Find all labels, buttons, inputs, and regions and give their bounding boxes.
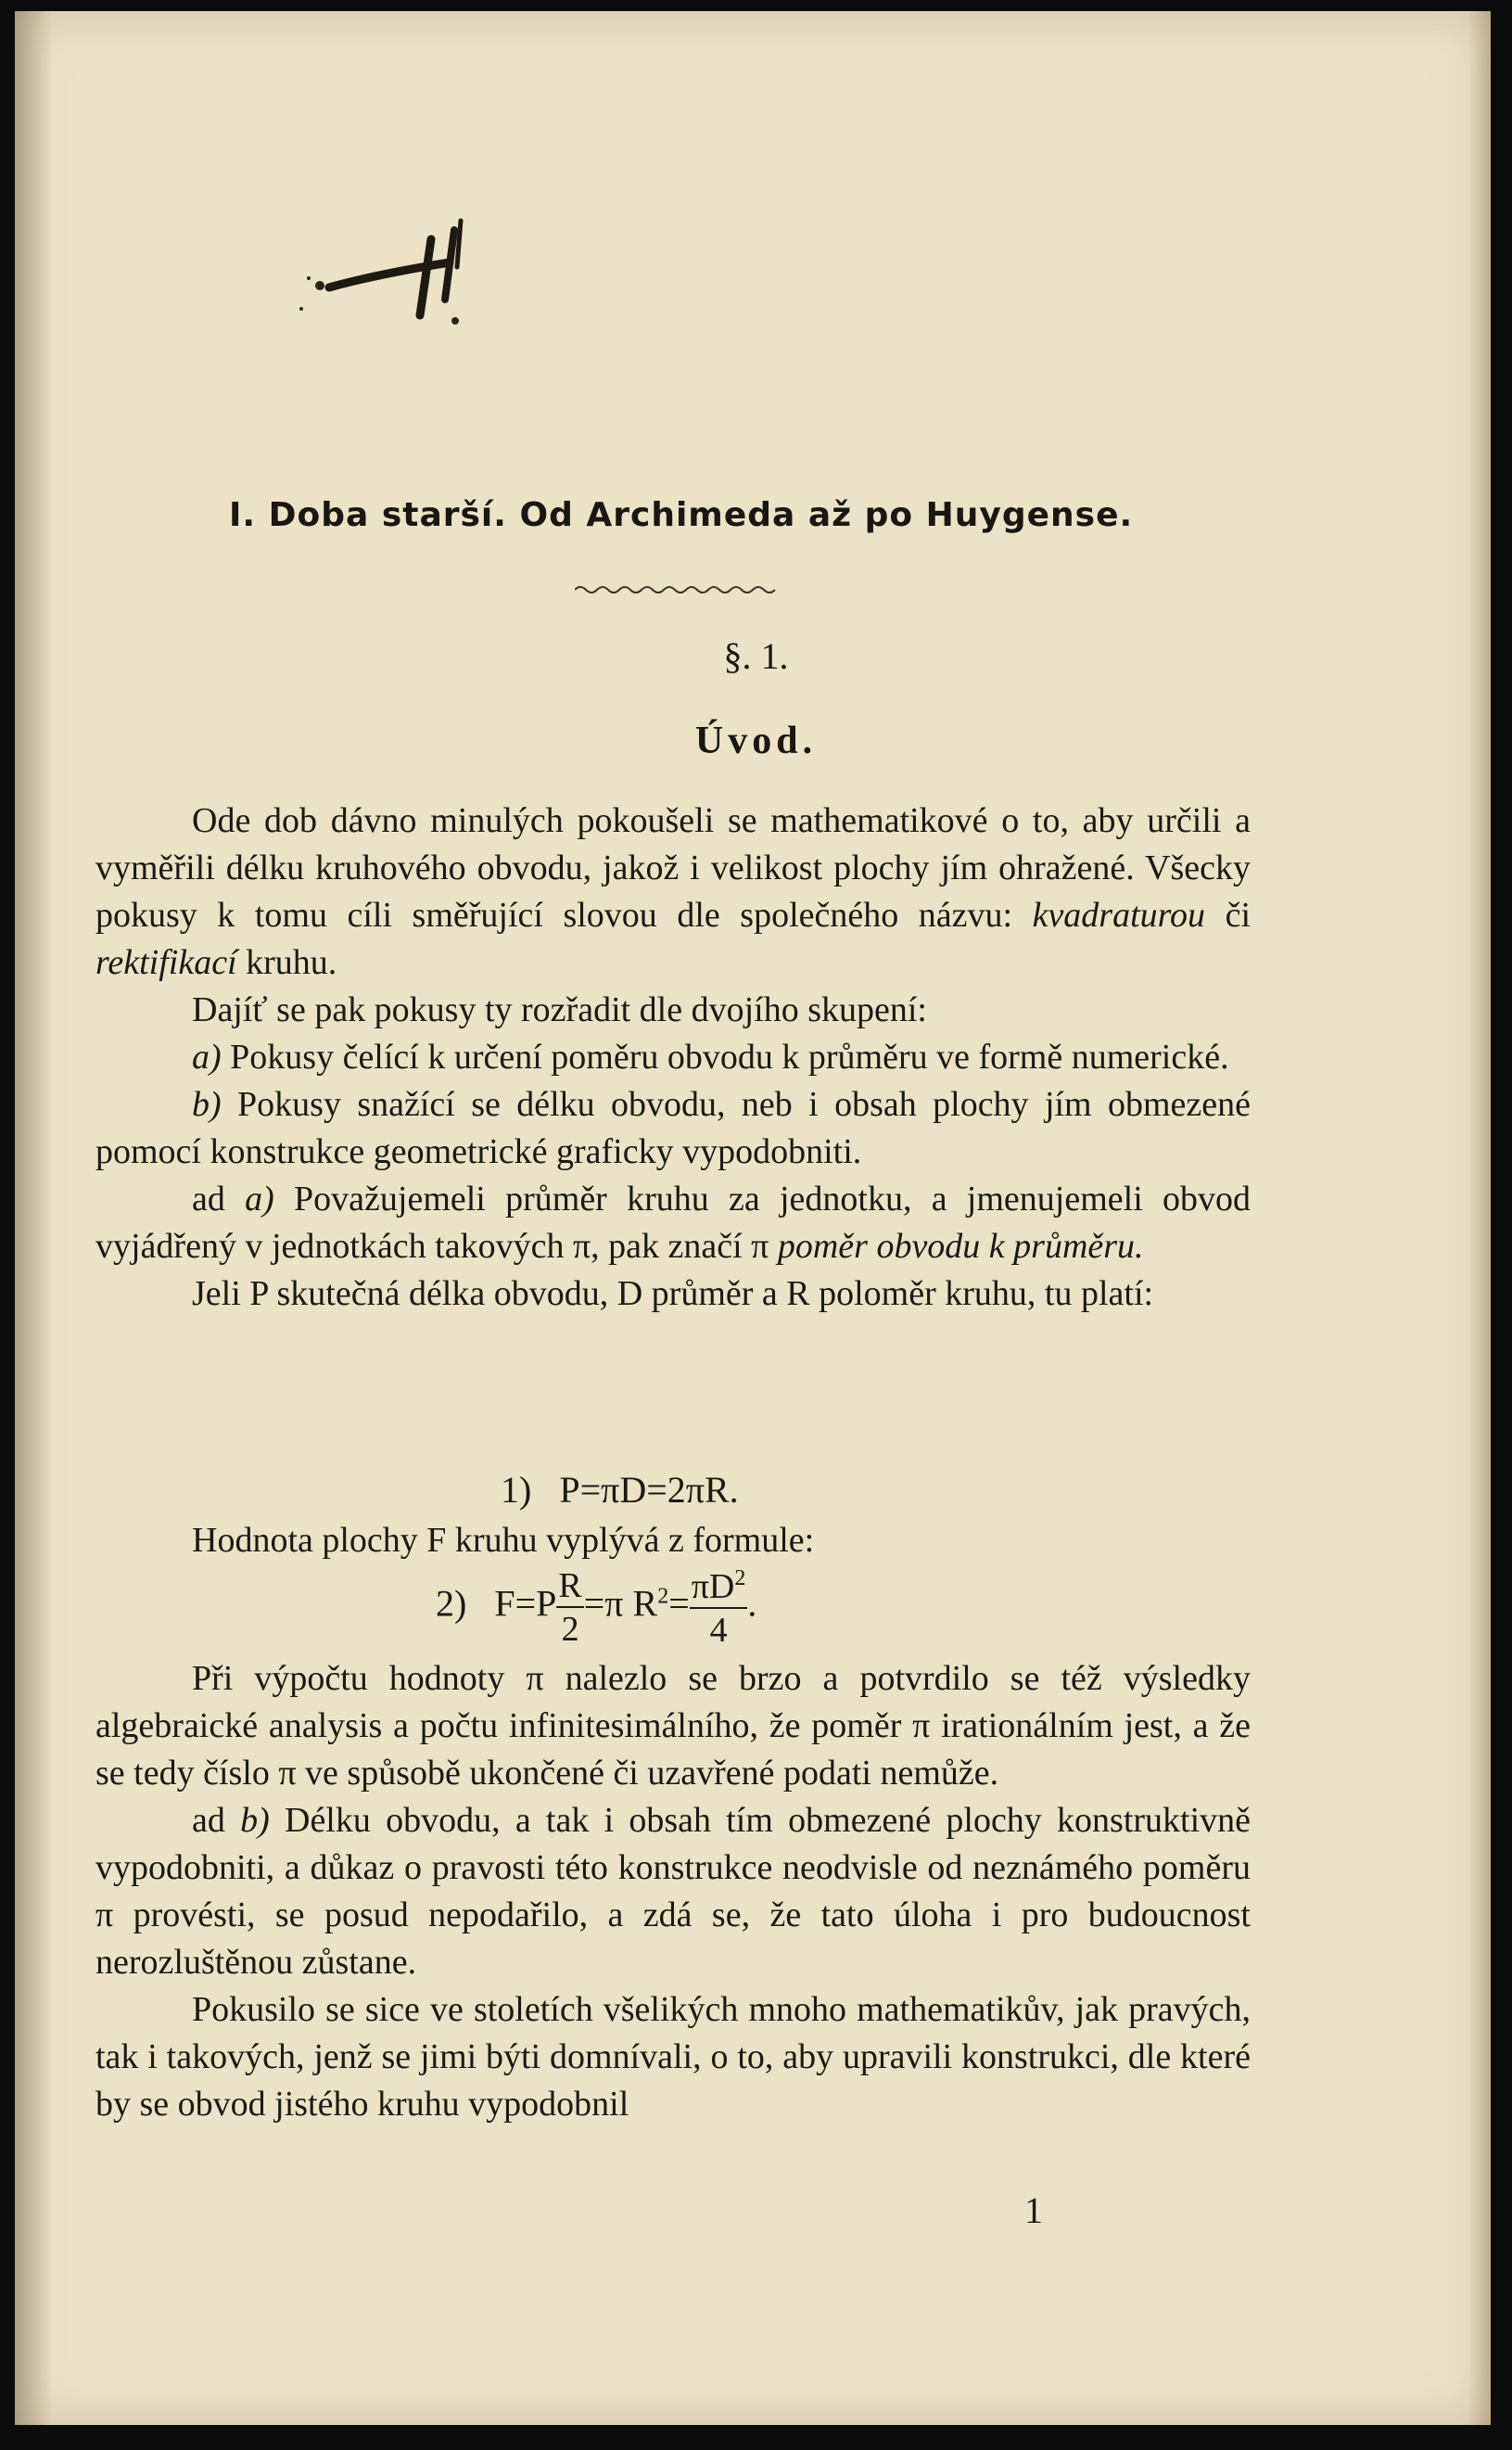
formula-2: 2) F=P $\frac{R}{2}$ =π $R^2=$ $\frac{\pi D^2}{4}$ . [436, 1566, 757, 1650]
chapter-header: I. Doba starší. Od Archimeda až po Huygense. [229, 496, 1134, 534]
fraction-pi-d-squared-over-4: $\frac{\pi D^2}{4}$ [691, 1566, 746, 1650]
formula-2-label: 2) [436, 1582, 467, 1625]
paragraph-classification: Dajíť se pak pokusy ty rozřadit dle dvojího skupení: [192, 990, 927, 1029]
paragraph-item-a: a) Pokusy čelící k určení poměru obvodu k průměru ve formě numerické. [192, 1038, 1229, 1077]
paragraph-attempts: Pokusilo se sice ve stoletích všelikých mnoho mathematikův, jak pravých, tak i takových, jenž se jimi býti domnívali, o to, aby upravili konstrukci, dle které by se obvod jistého kruhu vypodobnil [95, 1990, 1251, 2124]
section-heading: Úvod. [694, 720, 818, 762]
formula-1-expression: P=πD=2πR. [559, 1469, 739, 1511]
paragraph-definitions: Jeli P skutečná délka obvodu, D průměr a R poloměr kruhu, tu platí: [192, 1274, 1154, 1313]
paragraph-irrationality: Při výpočtu hodnoty π nalezlo se brzo a potvrdilo se též výsledky algebraické analysis a počtu infinitesimálního, že poměr π irationálním jest, a že se tedy číslo π ve spůsobě ukončené či uzavřené podati nemůže. [95, 1659, 1251, 1793]
formula-1 [501, 1468, 739, 1512]
paragraph-area-intro: Hodnota plochy F kruhu vyplývá z formule: [192, 1521, 815, 1560]
paragraph-ad-b: ad b) Délku obvodu, a tak i obsah tím obmezené plochy konstruktivně vypodobniti, a důkaz o pravosti této konstrukce neodvisle od neznámého poměru π provésti, se posud nepodařilo, a zdá se, že tato úloha i pro budoucnost nerozluštěnou zůstane. [95, 1801, 1252, 1982]
formula-2-middle: =π R [583, 1582, 658, 1625]
formula-2-lhs: F=P [494, 1582, 557, 1625]
body-block-3 [95, 1655, 1251, 2128]
formula-1-label: 1) [501, 1469, 532, 1511]
handwritten-ink-mark [292, 211, 496, 332]
paragraph-item-b: b) Pokusy snažící se délku obvodu, neb i obsah plochy jím obmezené pomocí konstrukce geometrické graficky vypodobniti. [95, 1085, 1252, 1171]
fraction-r-over-2: $\frac{R}{2}$ [558, 1566, 582, 1649]
page-number: 1 [1024, 2189, 1043, 2231]
body-block-2 [95, 1517, 1251, 1564]
ornamental-rule [575, 582, 779, 597]
spine-shadow [15, 11, 52, 2425]
paragraph-ad-a: ad a) Považujemeli průměr kruhu za jednotku, a jmenujemeli obvod vyjádřený v jednotkách takových π, pak značí π poměr obvodu k průměru. [95, 1180, 1251, 1266]
section-number: §. 1. [723, 635, 789, 677]
paragraph-intro: Ode dob dávno minulých pokoušeli se mathematikové o to, aby určili a vyměřili délku kruhového obvodu, jakož i velikost plochy jím ohražené. Všecky pokusy k tomu cíli směřující slovou dle společného názvu: kvadraturou či rektifikací kruhu. [95, 801, 1252, 982]
edge-shadow [1468, 11, 1491, 2425]
body-block-1 [95, 798, 1251, 1318]
